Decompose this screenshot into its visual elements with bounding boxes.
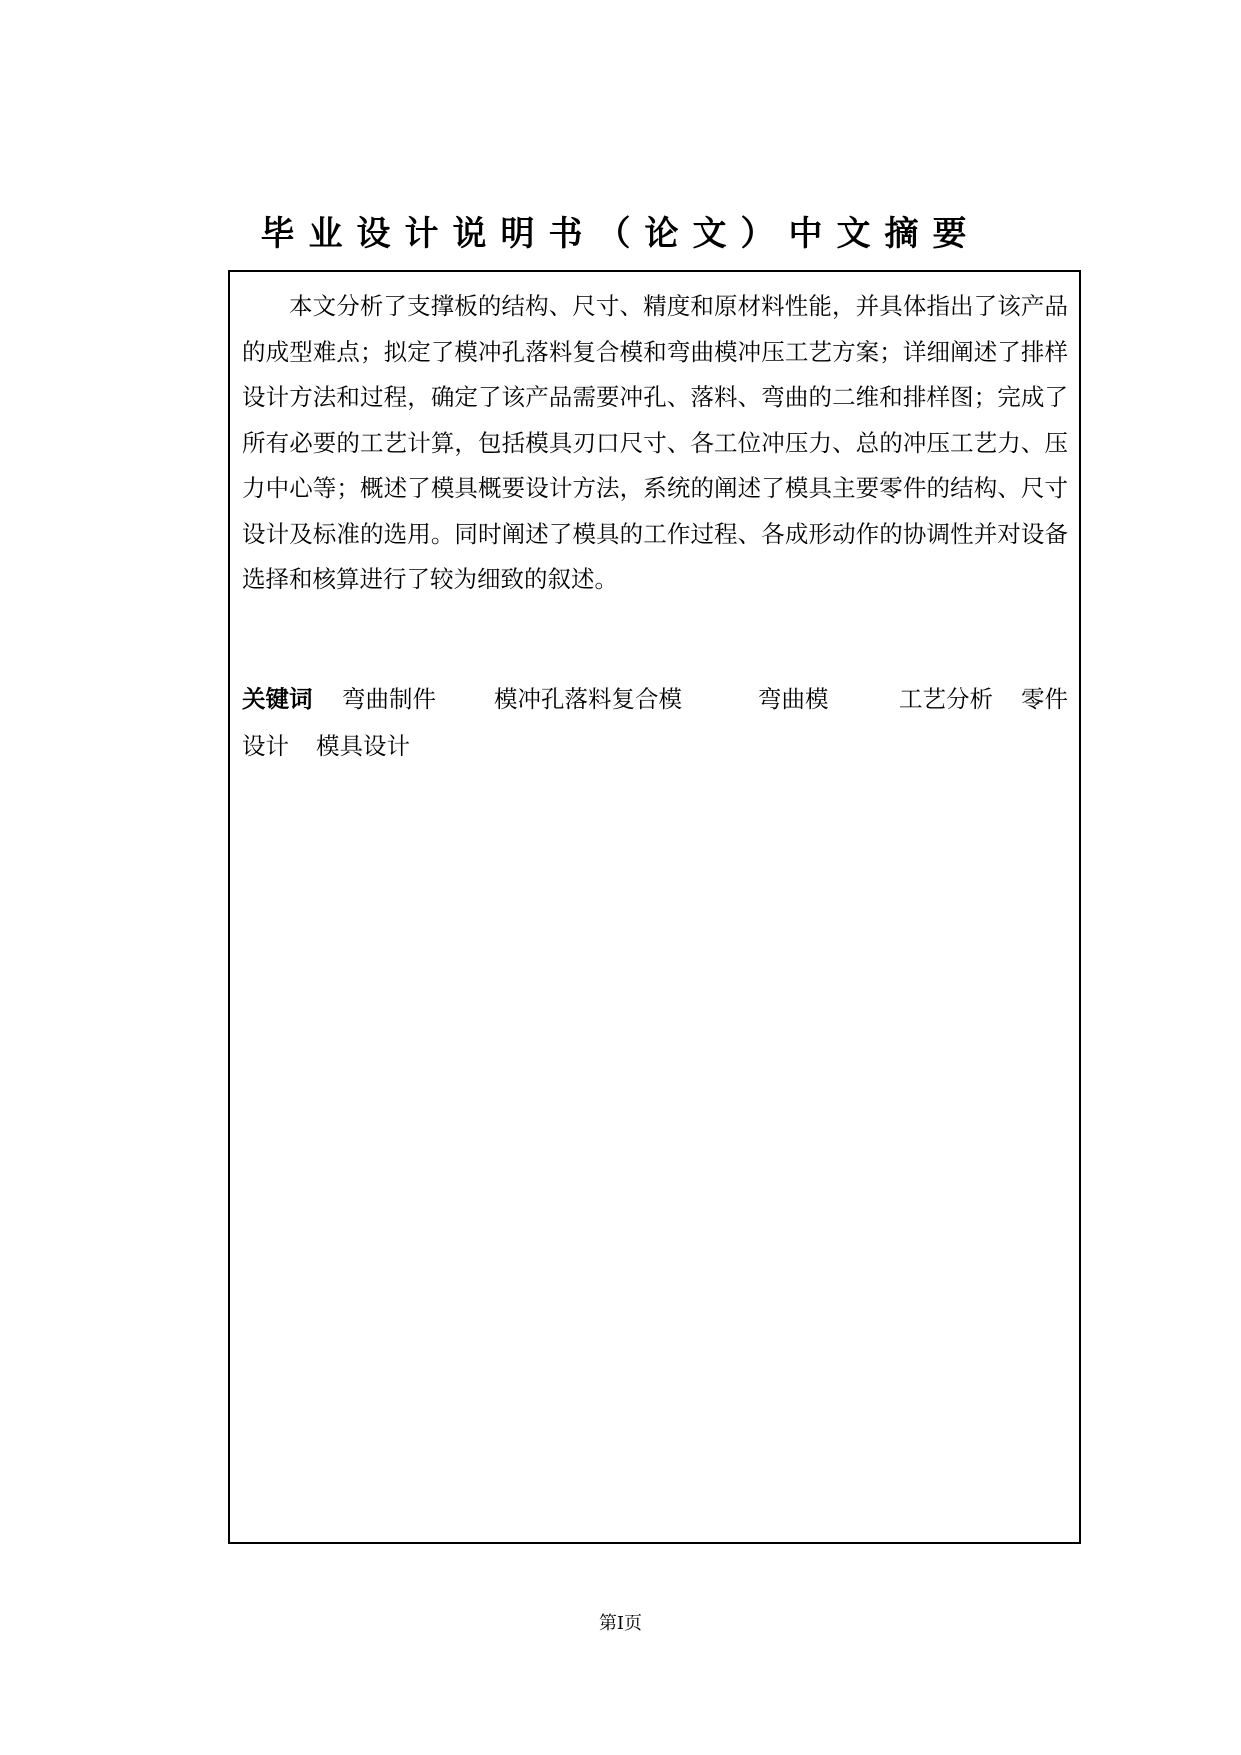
keyword-item: 设计 xyxy=(242,732,289,760)
abstract-box xyxy=(228,270,1081,1544)
keyword-item: 弯曲制件 xyxy=(342,685,436,713)
keyword-item: 工艺分析 xyxy=(899,685,993,713)
page-number: 第I页 xyxy=(598,1613,643,1634)
keyword-item: 模冲孔落料复合模 xyxy=(494,685,682,713)
abstract-text: 本文分析了支撑板的结构、尺寸、精度和原材料性能，并具体指出了该产品的成型难点；拟定了模冲孔落料复合模和弯曲模冲压工艺方案；详细阐述了排样设计方法和过程，确定了该产品需要冲孔、落料、弯曲的二维和排样图；完成了所有必要的工艺计算，包括模具刃口尺寸、各工位冲压力、总的冲压工艺力、压力中心等；概述了模具概要设计方法，系统的阐述了模具主要零件的结构、尺寸设计及标准的选用。同时阐述了模具的工作过程、各成形动作的协调性并对设备选择和核算进行了较为细致的叙述。 xyxy=(242,292,1068,593)
keyword-item-part: 零件 xyxy=(1021,685,1068,713)
keyword-item: 模具设计 xyxy=(316,732,410,760)
page-title: 毕业设计说明书（论文）中文摘要 xyxy=(260,214,981,254)
keywords-label: 关键词 xyxy=(242,685,313,713)
keyword-item: 弯曲模 xyxy=(758,685,829,713)
